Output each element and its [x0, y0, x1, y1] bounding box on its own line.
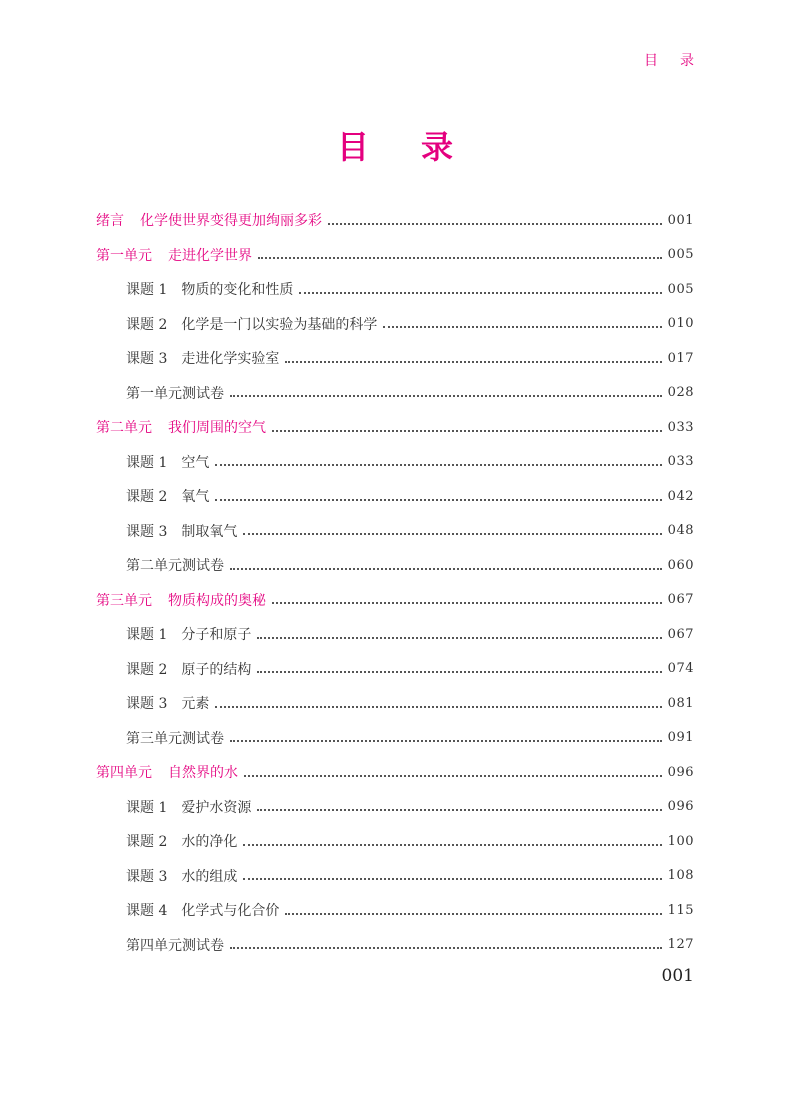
toc-leader-dots — [257, 808, 661, 811]
toc-page-number: 108 — [667, 868, 694, 884]
toc-page-number: 042 — [667, 488, 694, 504]
toc-entry-label — [96, 210, 322, 230]
toc-lesson-row[interactable] — [96, 652, 694, 687]
toc-page-number: 096 — [667, 764, 694, 780]
toc-entry-title: 水的组成 — [181, 868, 238, 885]
page-title: 目录 — [336, 128, 505, 166]
toc-entry-number: 课题 1 — [126, 454, 168, 471]
toc-entry-number: 课题 1 — [126, 282, 168, 299]
toc-entry-label — [126, 935, 224, 955]
toc-entry-label — [126, 659, 251, 679]
toc-entry-title: 我们周围的空气 — [168, 420, 266, 437]
toc-leader-dots — [383, 325, 661, 328]
toc-entry-label — [96, 417, 266, 437]
toc-page-number: 017 — [667, 350, 694, 366]
toc-leader-dots — [272, 429, 662, 432]
toc-page-number: 100 — [667, 833, 694, 849]
toc-page-number: 060 — [667, 557, 694, 573]
toc-entry-title: 物质的变化和性质 — [181, 282, 294, 299]
toc-page-number: 001 — [667, 212, 694, 228]
toc-lesson-row[interactable] — [96, 893, 694, 928]
toc-entry-number: 第一单元 — [96, 247, 152, 264]
toc-entry-label — [126, 866, 237, 886]
toc-lesson-row[interactable] — [96, 514, 694, 549]
toc-entry-title: 物质构成的奥秘 — [168, 592, 266, 609]
toc-test-row[interactable] — [96, 548, 694, 583]
toc-entry-number: 课题 3 — [126, 523, 168, 540]
toc-leader-dots — [230, 394, 662, 397]
toc-page-number: 033 — [667, 454, 694, 470]
toc-entry-number: 第二单元 — [96, 420, 152, 437]
toc-entry-number: 课题 1 — [126, 627, 168, 644]
toc-lesson-row[interactable] — [96, 272, 694, 307]
toc-entry-title: 化学式与化合价 — [181, 903, 280, 920]
toc-leader-dots — [299, 291, 661, 294]
toc-lesson-row[interactable] — [96, 686, 694, 721]
toc-page-number: 115 — [667, 902, 694, 918]
toc-entry-label — [126, 693, 209, 713]
toc-page-number: 010 — [667, 316, 694, 332]
toc-entry-label — [126, 452, 209, 472]
toc-entry-label — [96, 590, 266, 610]
toc-lesson-row[interactable] — [96, 479, 694, 514]
toc-entry-title: 走进化学世界 — [168, 247, 252, 264]
toc-lesson-row[interactable] — [96, 824, 694, 859]
toc-entry-number: 课题 3 — [126, 696, 168, 713]
toc-entry-title: 第一单元测试卷 — [126, 385, 224, 402]
toc-entry-label — [96, 245, 252, 265]
toc-entry-label — [126, 900, 279, 920]
toc-leader-dots — [243, 532, 661, 535]
toc-entry-label — [126, 797, 251, 817]
toc-section-row[interactable] — [96, 203, 694, 238]
toc-leader-dots — [285, 360, 661, 363]
toc-test-row[interactable] — [96, 928, 694, 963]
toc-entry-number: 第三单元 — [96, 592, 152, 609]
toc-leader-dots — [243, 877, 661, 880]
toc-lesson-row[interactable] — [96, 859, 694, 894]
toc-entry-label — [126, 521, 237, 541]
toc-leader-dots — [328, 222, 662, 225]
toc-test-row[interactable] — [96, 376, 694, 411]
toc-page-number: 096 — [667, 799, 694, 815]
toc-lesson-row[interactable] — [96, 341, 694, 376]
toc-entry-title: 制取氧气 — [181, 523, 238, 540]
toc-test-row[interactable] — [96, 721, 694, 756]
toc-page-number: 127 — [667, 937, 694, 953]
toc-entry-number: 课题 2 — [126, 316, 168, 333]
toc-lesson-row[interactable] — [96, 790, 694, 825]
toc-page-number: 081 — [667, 695, 694, 711]
toc-entry-number: 课题 2 — [126, 834, 168, 851]
toc-leader-dots — [257, 636, 661, 639]
toc-page-number: 005 — [667, 281, 694, 297]
toc-page-number: 067 — [667, 626, 694, 642]
toc-leader-dots — [230, 739, 662, 742]
toc-entry-label — [126, 624, 251, 644]
toc-entry-number: 课题 1 — [126, 799, 168, 816]
toc-entry-title: 第二单元测试卷 — [126, 558, 224, 575]
toc-page-number: 074 — [667, 661, 694, 677]
toc-entry-title: 原子的结构 — [181, 661, 252, 678]
toc-section-row[interactable] — [96, 410, 694, 445]
toc-leader-dots — [215, 705, 661, 708]
toc-leader-dots — [215, 498, 661, 501]
toc-entry-label — [126, 555, 224, 575]
toc-entry-number: 课题 2 — [126, 489, 168, 506]
toc-entry-title: 自然界的水 — [168, 765, 238, 782]
page-number: 001 — [661, 966, 694, 986]
toc-leader-dots — [215, 463, 661, 466]
toc-entry-number: 课题 4 — [126, 903, 168, 920]
toc-leader-dots — [243, 843, 661, 846]
toc-entry-label — [126, 831, 237, 851]
toc-entry-label — [126, 348, 279, 368]
toc-lesson-row[interactable] — [96, 445, 694, 480]
toc-entry-title: 空气 — [181, 454, 210, 471]
toc-entry-title: 爱护水资源 — [181, 799, 252, 816]
toc-entry-title: 第三单元测试卷 — [126, 730, 224, 747]
toc-entry-title: 化学是一门以实验为基础的科学 — [181, 316, 378, 333]
toc-entry-number: 第四单元 — [96, 765, 152, 782]
toc-page-number: 033 — [667, 419, 694, 435]
toc-section-row[interactable] — [96, 755, 694, 790]
toc-page-number: 005 — [667, 247, 694, 263]
toc-entry-title: 化学使世界变得更加绚丽多彩 — [140, 213, 322, 230]
toc-leader-dots — [285, 912, 661, 915]
toc-entry-label — [126, 279, 293, 299]
toc-leader-dots — [272, 601, 662, 604]
toc-entry-label — [126, 728, 224, 748]
toc-entry-title: 水的净化 — [181, 834, 238, 851]
toc-entry-label — [126, 314, 377, 334]
toc-entry-title: 走进化学实验室 — [181, 351, 280, 368]
toc-page-number: 091 — [667, 730, 694, 746]
toc-entry-title: 元素 — [181, 696, 210, 713]
toc-leader-dots — [244, 774, 662, 777]
toc-entry-title: 分子和原子 — [181, 627, 252, 644]
toc-entry-label — [126, 383, 224, 403]
toc-leader-dots — [230, 946, 662, 949]
running-head: 目录 — [644, 53, 716, 69]
toc-entry-number: 绪言 — [96, 213, 124, 230]
toc-entry-label — [96, 762, 238, 782]
toc-section-row[interactable] — [96, 238, 694, 273]
toc-entry-number: 课题 2 — [126, 661, 168, 678]
toc-entry-label — [126, 486, 209, 506]
toc-lesson-row[interactable] — [96, 617, 694, 652]
toc-leader-dots — [230, 567, 662, 570]
toc-section-row[interactable] — [96, 583, 694, 618]
toc-leader-dots — [258, 256, 662, 259]
toc-leader-dots — [257, 670, 661, 673]
table-of-contents — [96, 203, 694, 962]
toc-entry-number: 课题 3 — [126, 351, 168, 368]
toc-lesson-row[interactable] — [96, 307, 694, 342]
toc-page-number: 028 — [667, 385, 694, 401]
toc-page-number: 048 — [667, 523, 694, 539]
toc-entry-number: 课题 3 — [126, 868, 168, 885]
toc-entry-title: 第四单元测试卷 — [126, 937, 224, 954]
toc-page-number: 067 — [667, 592, 694, 608]
toc-entry-title: 氧气 — [181, 489, 210, 506]
